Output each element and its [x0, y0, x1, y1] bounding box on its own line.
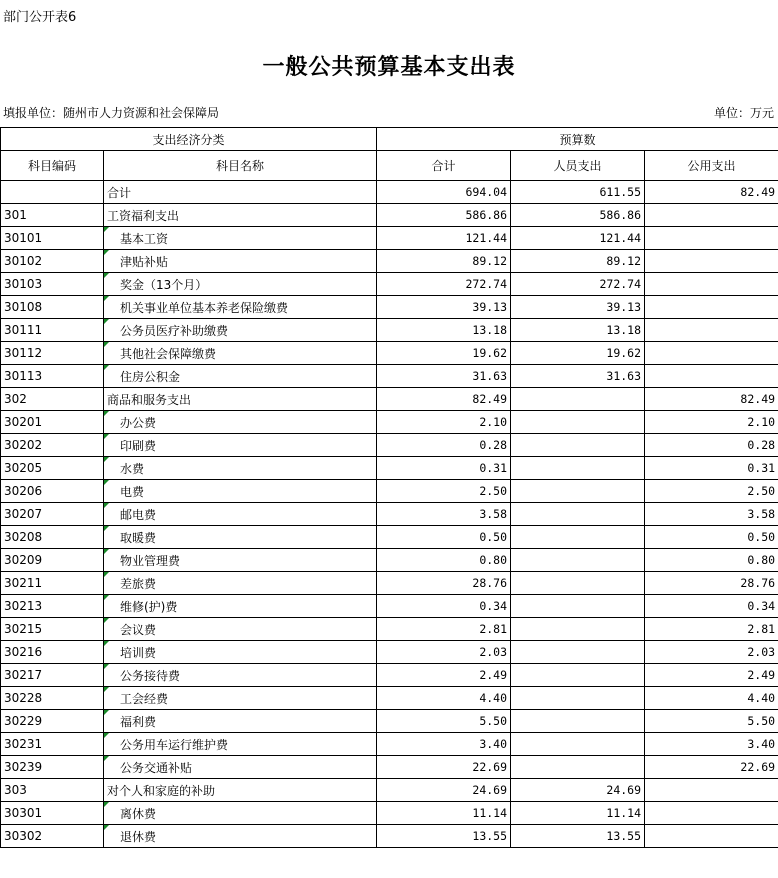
- row-name-cell: 电费: [104, 480, 377, 503]
- row-name-cell: 印刷费: [104, 434, 377, 457]
- row-total-cell: 3.58: [377, 503, 511, 526]
- row-total-cell: 39.13: [377, 296, 511, 319]
- row-code-cell: 30302: [1, 825, 104, 848]
- row-name-cell: 对个人和家庭的补助: [104, 779, 377, 802]
- row-name-cell: 公务交通补贴: [104, 756, 377, 779]
- row-public-cell: 2.50: [645, 480, 778, 503]
- row-personnel-cell: 89.12: [511, 250, 645, 273]
- row-total-cell: 2.49: [377, 664, 511, 687]
- budget-table: [0, 127, 778, 848]
- row-total-cell: 28.76: [377, 572, 511, 595]
- row-personnel-cell: 39.13: [511, 296, 645, 319]
- row-personnel-cell: 13.55: [511, 825, 645, 848]
- row-name-cell: 基本工资: [104, 227, 377, 250]
- table-row: [1, 250, 778, 273]
- row-total-cell: 0.34: [377, 595, 511, 618]
- row-public-cell: [645, 273, 778, 296]
- row-code-cell: 30103: [1, 273, 104, 296]
- table-row: [1, 319, 778, 342]
- row-code-cell: 30211: [1, 572, 104, 595]
- row-total-cell: 2.03: [377, 641, 511, 664]
- row-name-cell: 水费: [104, 457, 377, 480]
- row-personnel-cell: [511, 434, 645, 457]
- group-header-budget: 预算数: [377, 128, 778, 151]
- row-personnel-cell: [511, 618, 645, 641]
- row-total-cell: 31.63: [377, 365, 511, 388]
- row-code-cell: 30229: [1, 710, 104, 733]
- row-code-cell: 30102: [1, 250, 104, 273]
- row-code-cell: 30205: [1, 457, 104, 480]
- row-personnel-cell: [511, 687, 645, 710]
- table-row: [1, 342, 778, 365]
- row-code-cell: 30209: [1, 549, 104, 572]
- row-public-cell: 0.50: [645, 526, 778, 549]
- row-total-cell: 586.86: [377, 204, 511, 227]
- row-code-cell: 30202: [1, 434, 104, 457]
- table-row: [1, 526, 778, 549]
- row-personnel-cell: [511, 710, 645, 733]
- table-row: [1, 756, 778, 779]
- row-total-cell: 3.40: [377, 733, 511, 756]
- row-public-cell: [645, 802, 778, 825]
- table-row: [1, 549, 778, 572]
- row-personnel-cell: 11.14: [511, 802, 645, 825]
- row-personnel-cell: 611.55: [511, 181, 645, 204]
- row-code-cell: 30201: [1, 411, 104, 434]
- row-code-cell: 30213: [1, 595, 104, 618]
- row-code-cell: 30101: [1, 227, 104, 250]
- table-row: [1, 181, 778, 204]
- row-name-cell: 商品和服务支出: [104, 388, 377, 411]
- row-public-cell: [645, 319, 778, 342]
- table-row: [1, 664, 778, 687]
- row-public-cell: [645, 342, 778, 365]
- row-total-cell: 694.04: [377, 181, 511, 204]
- row-public-cell: 3.58: [645, 503, 778, 526]
- row-name-cell: 办公费: [104, 411, 377, 434]
- row-public-cell: [645, 825, 778, 848]
- row-public-cell: 2.03: [645, 641, 778, 664]
- row-name-cell: 机关事业单位基本养老保险缴费: [104, 296, 377, 319]
- column-header-name: 科目名称: [104, 151, 377, 181]
- row-code-cell: 30301: [1, 802, 104, 825]
- row-code-cell: 30228: [1, 687, 104, 710]
- row-personnel-cell: [511, 526, 645, 549]
- row-name-cell: 培训费: [104, 641, 377, 664]
- row-total-cell: 19.62: [377, 342, 511, 365]
- reporting-unit: 填报单位：随州市人力资源和社会保障局: [3, 106, 220, 120]
- table-row: [1, 595, 778, 618]
- row-personnel-cell: [511, 641, 645, 664]
- table-row: [1, 434, 778, 457]
- row-name-cell: 会议费: [104, 618, 377, 641]
- row-code-cell: 30216: [1, 641, 104, 664]
- column-header-personnel: 人员支出: [511, 151, 645, 181]
- row-public-cell: [645, 296, 778, 319]
- row-personnel-cell: [511, 411, 645, 434]
- row-total-cell: 0.31: [377, 457, 511, 480]
- row-total-cell: 24.69: [377, 779, 511, 802]
- row-public-cell: 3.40: [645, 733, 778, 756]
- table-row: [1, 457, 778, 480]
- row-total-cell: 2.10: [377, 411, 511, 434]
- row-personnel-cell: [511, 756, 645, 779]
- row-code-cell: 30207: [1, 503, 104, 526]
- row-total-cell: 0.50: [377, 526, 511, 549]
- row-name-cell: 退休费: [104, 825, 377, 848]
- row-public-cell: [645, 365, 778, 388]
- row-public-cell: 0.34: [645, 595, 778, 618]
- table-row: [1, 273, 778, 296]
- row-name-cell: 工会经费: [104, 687, 377, 710]
- row-public-cell: 2.81: [645, 618, 778, 641]
- row-public-cell: 2.10: [645, 411, 778, 434]
- row-total-cell: 11.14: [377, 802, 511, 825]
- column-header-code: 科目编码: [1, 151, 104, 181]
- row-name-cell: 津贴补贴: [104, 250, 377, 273]
- table-row: [1, 802, 778, 825]
- table-row: [1, 779, 778, 802]
- row-total-cell: 13.55: [377, 825, 511, 848]
- row-code-cell: 30231: [1, 733, 104, 756]
- row-name-cell: 福利费: [104, 710, 377, 733]
- row-personnel-cell: 586.86: [511, 204, 645, 227]
- table-row: [1, 365, 778, 388]
- row-name-cell: 公务用车运行维护费: [104, 733, 377, 756]
- table-row: [1, 572, 778, 595]
- row-public-cell: 5.50: [645, 710, 778, 733]
- table-row: [1, 480, 778, 503]
- row-code-cell: 303: [1, 779, 104, 802]
- row-total-cell: 0.80: [377, 549, 511, 572]
- row-personnel-cell: [511, 388, 645, 411]
- row-total-cell: 272.74: [377, 273, 511, 296]
- table-row: [1, 204, 778, 227]
- row-total-cell: 121.44: [377, 227, 511, 250]
- row-total-cell: 0.28: [377, 434, 511, 457]
- row-personnel-cell: 24.69: [511, 779, 645, 802]
- row-code-cell: 301: [1, 204, 104, 227]
- row-name-cell: 维修(护)费: [104, 595, 377, 618]
- table-row: [1, 825, 778, 848]
- row-public-cell: 0.31: [645, 457, 778, 480]
- row-code-cell: 30239: [1, 756, 104, 779]
- row-code-cell: 30206: [1, 480, 104, 503]
- row-total-cell: 22.69: [377, 756, 511, 779]
- row-name-cell: 公务接待费: [104, 664, 377, 687]
- row-code-cell: [1, 181, 104, 204]
- row-public-cell: 82.49: [645, 388, 778, 411]
- row-name-cell: 其他社会保障缴费: [104, 342, 377, 365]
- row-name-cell: 工资福利支出: [104, 204, 377, 227]
- row-public-cell: [645, 204, 778, 227]
- column-header-public: 公用支出: [645, 151, 778, 181]
- row-code-cell: 302: [1, 388, 104, 411]
- row-public-cell: [645, 227, 778, 250]
- row-personnel-cell: 13.18: [511, 319, 645, 342]
- row-public-cell: 0.28: [645, 434, 778, 457]
- table-row: [1, 710, 778, 733]
- row-public-cell: 2.49: [645, 664, 778, 687]
- row-code-cell: 30217: [1, 664, 104, 687]
- row-code-cell: 30112: [1, 342, 104, 365]
- row-public-cell: [645, 779, 778, 802]
- column-header-total: 合计: [377, 151, 511, 181]
- table-row: [1, 411, 778, 434]
- row-code-cell: 30113: [1, 365, 104, 388]
- row-personnel-cell: [511, 480, 645, 503]
- row-public-cell: 82.49: [645, 181, 778, 204]
- row-total-cell: 82.49: [377, 388, 511, 411]
- row-name-cell: 公务员医疗补助缴费: [104, 319, 377, 342]
- row-name-cell: 邮电费: [104, 503, 377, 526]
- table-row: [1, 296, 778, 319]
- row-public-cell: 4.40: [645, 687, 778, 710]
- row-personnel-cell: [511, 595, 645, 618]
- table-row: [1, 227, 778, 250]
- row-personnel-cell: 272.74: [511, 273, 645, 296]
- row-total-cell: 13.18: [377, 319, 511, 342]
- row-personnel-cell: [511, 664, 645, 687]
- row-name-cell: 物业管理费: [104, 549, 377, 572]
- table-row: [1, 503, 778, 526]
- table-number-label: 部门公开表6: [3, 10, 77, 25]
- row-name-cell: 住房公积金: [104, 365, 377, 388]
- row-personnel-cell: [511, 733, 645, 756]
- row-name-cell: 奖金（13个月）: [104, 273, 377, 296]
- row-name-cell: 取暖费: [104, 526, 377, 549]
- row-personnel-cell: 121.44: [511, 227, 645, 250]
- row-total-cell: 5.50: [377, 710, 511, 733]
- row-total-cell: 4.40: [377, 687, 511, 710]
- row-code-cell: 30111: [1, 319, 104, 342]
- page-title: 一般公共预算基本支出表: [262, 54, 516, 80]
- table-row: [1, 641, 778, 664]
- row-total-cell: 89.12: [377, 250, 511, 273]
- row-personnel-cell: 31.63: [511, 365, 645, 388]
- currency-unit: 单位：万元: [713, 106, 774, 120]
- table-body: [1, 181, 778, 848]
- row-public-cell: 22.69: [645, 756, 778, 779]
- table-row: [1, 618, 778, 641]
- row-personnel-cell: [511, 572, 645, 595]
- row-name-cell: 差旅费: [104, 572, 377, 595]
- row-public-cell: 28.76: [645, 572, 778, 595]
- row-public-cell: 0.80: [645, 549, 778, 572]
- row-code-cell: 30208: [1, 526, 104, 549]
- row-name-cell: 合计: [104, 181, 377, 204]
- row-public-cell: [645, 250, 778, 273]
- row-code-cell: 30215: [1, 618, 104, 641]
- row-code-cell: 30108: [1, 296, 104, 319]
- row-total-cell: 2.81: [377, 618, 511, 641]
- row-name-cell: 离休费: [104, 802, 377, 825]
- row-personnel-cell: [511, 457, 645, 480]
- row-personnel-cell: [511, 549, 645, 572]
- row-personnel-cell: 19.62: [511, 342, 645, 365]
- table-row: [1, 733, 778, 756]
- row-personnel-cell: [511, 503, 645, 526]
- group-header-classification: 支出经济分类: [1, 128, 377, 151]
- table-row: [1, 388, 778, 411]
- row-total-cell: 2.50: [377, 480, 511, 503]
- table-row: [1, 687, 778, 710]
